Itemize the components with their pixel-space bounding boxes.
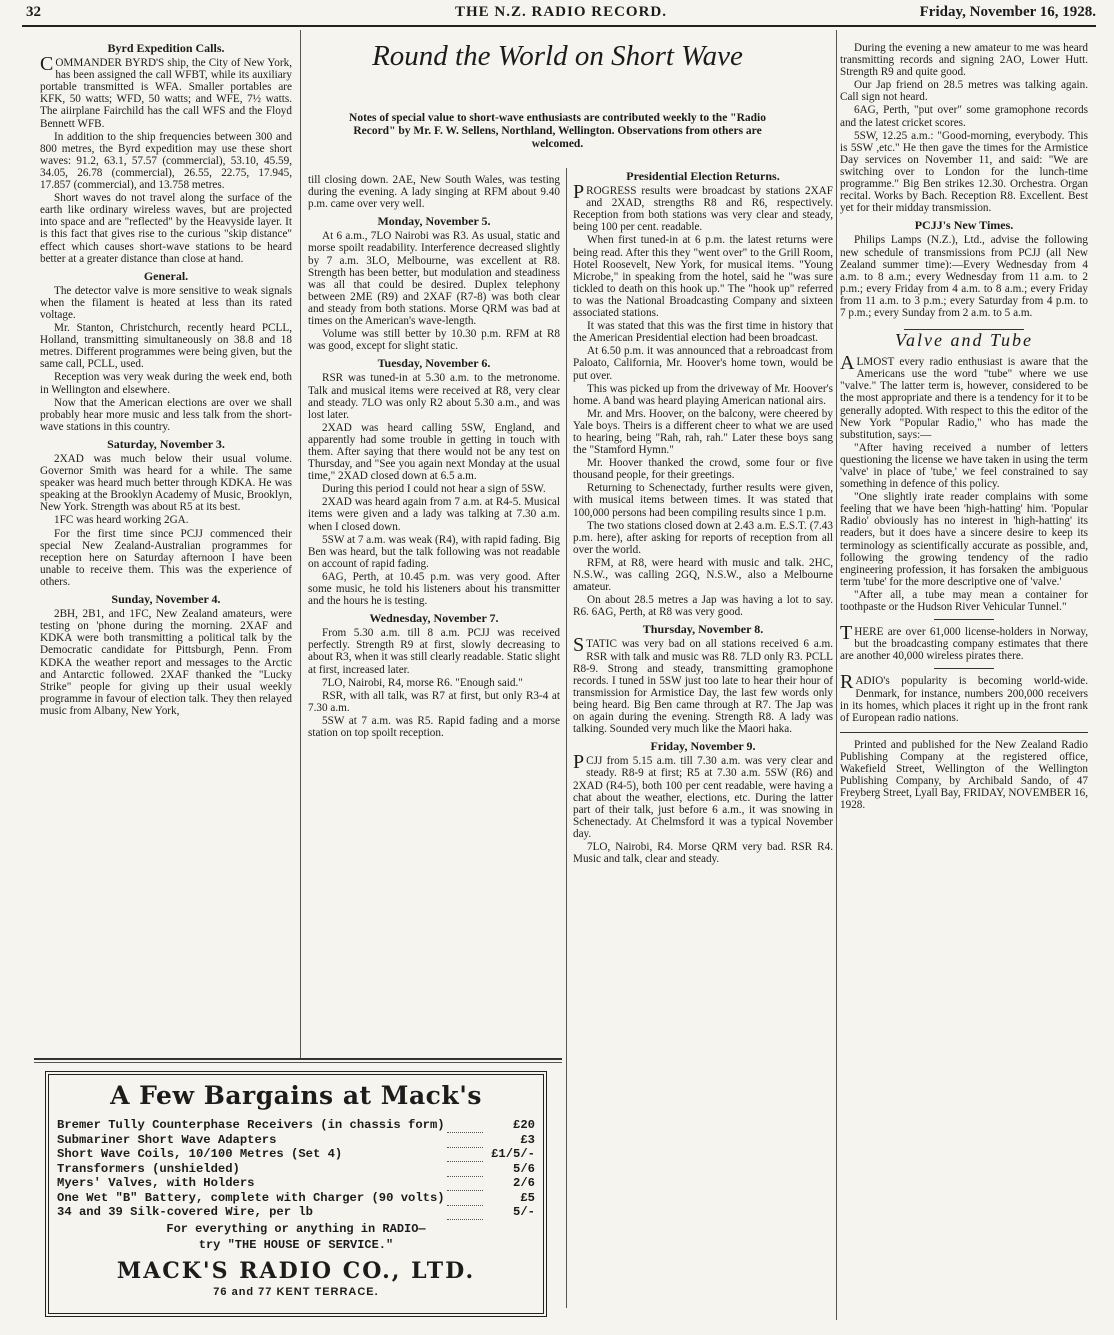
tuesday-paragraph-2: 2XAD was heard calling 5SW, England, and apparently had some trouble in getting in touch with them. After saying that there would not be any test on Thursday, and "See you again next Monday at the usual time," 2XAD closed down at 6.5 a.m. [308, 421, 560, 483]
col4-paragraph-4: 5SW, 12.25 a.m.: "Good-morning, everybody. This is 5SW ,etc." He then gave the times for the Armistice Day services on November 11, and said: "We are switching over to London for the lunch-time programme." Big Ben strikes 12.30. Orchestra. Organ recital. Works by Bach. Reception R8. Excellent. Best yet for their midday transmission. [840, 129, 1088, 215]
friday-paragraph-1 [573, 751, 833, 840]
denmark-text: ADIO's popularity is becoming world-wide. Denmark, for instance, numbers 200,000 receivers in its homes, which places it right up in the front rank of European radio nations. [840, 675, 1088, 724]
ad-address: 76 and 77 KENT TERRACE. [213, 1286, 379, 1298]
heading-valve-and-tube: Valve and Tube [895, 330, 1033, 351]
drop-cap: P [573, 181, 585, 204]
ad-item [55, 1118, 537, 1133]
general-paragraph-1: The detector valve is more sensitive to weak signals when the filament is heated at less than its rated voltage. [40, 284, 292, 321]
ad-item [55, 1147, 537, 1162]
heading-friday: Friday, November 9. [650, 739, 756, 754]
heading-thursday: Thursday, November 8. [642, 622, 764, 637]
ad-item-name: Transformers (unshielded) [57, 1161, 240, 1176]
masthead-rule [22, 25, 1096, 27]
ad-item-price: £1/5/- [491, 1147, 535, 1161]
ad-price-list [55, 1118, 537, 1220]
heading-general: General. [143, 268, 189, 283]
issue-date: Friday, November 16, 1928. [919, 4, 1096, 20]
presidential-paragraph-7: Mr. Hoover thanked the crowd, some four or five thousand people, for their greetings. [573, 457, 833, 482]
ad-item-name: 34 and 39 Silk-covered Wire, per lb [57, 1205, 313, 1219]
ad-heading: A Few Bargains at Mack's [110, 1081, 482, 1110]
imprint: Printed and published for the New Zealand Radio Publishing Company at the registered office, Wakefield Street, Wellington of the Wellington Publishing Company, by Archibald Sando, of 47 Freyberg Street, Lyall Bay, FRIDAY, NOVEMBER 16, 1928. [840, 738, 1088, 812]
heading-byrd: Byrd Expedition Calls. [107, 42, 225, 55]
byrd-paragraph-2: In addition to the ship frequencies between 300 and 800 metres, the Byrd expedition may use these short waves: 91.2, 63.1, 57.57 (commercial), 53.10, 45.59, 34.05, 26.78 (commercial), 26.55, 22.75, 17.945, 17.857 (commercial), and 13.758 metres. [40, 130, 292, 192]
column-2 [308, 174, 560, 1054]
column-rule-1 [300, 30, 301, 1060]
friday-paragraph-2: 7LO, Nairobi, R4. Morse QRM very bad. RSR R4. Music and talk, clear and steady. [573, 840, 833, 866]
sunday-paragraph-1: 2BH, 2B1, and 1FC, New Zealand amateurs, were testing on 'phone during the morning. 2XAF and KDKA were both transmitting a political talk by the Democratic candidate for Pittsburgh, Penn. From KDKA the weather report and messages to the Arctic and Antarctic followed. 2XAF thanked the "Lucky Strike" people for giving up their usual weekly programme in favour of election talk. They then relayed music from Albany, New York, [40, 608, 292, 717]
general-paragraph-4: Now that the American elections are over we shall probably hear more music and less talk from the short-wave stations in this country. [40, 396, 292, 433]
presidential-paragraph-5: This was picked up from the driveway of Mr. Hoover's home. A band was heard playing American national airs. [573, 382, 833, 407]
tuesday-paragraph-3: During this period I could not hear a sign of 5SW. [322, 483, 546, 496]
ad-item-name: Bremer Tully Counterphase Receivers (in chassis form) [57, 1118, 445, 1132]
wednesday-paragraph-2: 7LO, Nairobi, R4, morse R6. "Enough said." [322, 676, 523, 689]
ad-company-name: MACK'S RADIO CO., LTD. [116, 1258, 476, 1284]
saturday-paragraph-2: 1FC was heard working 2GA. [54, 514, 189, 527]
section-rule [934, 668, 994, 669]
denmark-paragraph [840, 671, 1088, 724]
heading-wednesday: Wednesday, November 7. [369, 611, 499, 626]
byrd-paragraph-3: Short waves do not travel along the surface of the earth like ordinary wireless waves, but are projected into space and are "reflected" by the Heavyside layer. It is this fact that gives rise to the curious "skip distance" effect which causes short-wave stations to be heard better at a greater distance than close at hand. [40, 192, 292, 265]
presidential-paragraph-10: RFM, at R8, were heard with music and talk. 2HC, N.S.W., was calling 2GQ, N.S.W., also a Melbourne amateur. [573, 556, 833, 594]
presidential-paragraph-6: Mr. and Mrs. Hoover, on the balcony, were cheered by Yale boys. Theirs is a different cheer to what we are used to hearing, being "Rah, rah, rah." Later these boys sang the "Stamford Hymn." [573, 407, 833, 457]
column-1 [40, 42, 292, 1052]
col4-paragraph-1: During the evening a new amateur to me was heard transmitting records and signing 2AO, Lower Hutt. Strength R9 and quite good. [840, 42, 1088, 79]
ad-tagline-1: For everything or anything in RADIO— [166, 1222, 426, 1236]
valve-paragraph-4: "After all, a tube may mean a container for toothpaste or the Hudson River Vehicular Tunnel." [840, 588, 1088, 614]
ad-item-price: 2/6 [513, 1176, 535, 1190]
masthead [26, 4, 1096, 26]
ad-item-price: 5/6 [513, 1161, 535, 1176]
ad-tagline-2: try "THE HOUSE OF SERVICE." [198, 1238, 394, 1252]
tuesday-paragraph-6: 6AG, Perth, at 10.45 p.m. was very good. After some music, he told his listeners about his transmitter and the hours he is testing. [308, 570, 560, 608]
valve-paragraph-3: "One slightly irate reader complains with some feeling that we have been 'high-hatting' him. 'Popular Radio' obviously has no interest in 'high-hatting' its readers, but it does have a sincere desire to keep its terminology as scientifically accurate as possible, and, following the growing tendency of the radio engineering profession, it has forsaken the ambiguous term 'tube' for the more descriptive one of 'valve.' [840, 491, 1088, 588]
saturday-paragraph-1: 2XAD was much below their usual volume. Governor Smith was heard for a while. The same speaker was heard much better through KDKA. He was speaking at the Brooklyn Academy of Music, Brooklyn, New York. Strength was about R5 at its best. [40, 453, 292, 514]
ad-item-price: £5 [520, 1190, 535, 1205]
presidential-paragraph-1 [573, 181, 833, 234]
section-rule [934, 619, 994, 620]
valve-text-1: LMOST every radio enthusiast is aware that the Americans use the word "tube" where we use "valve." The latter term is, however, considered to be the most appropriate and there is a tendency for it to be generally adopted. With respect to this the editor of the New York "Popular Radio," who has made the substitution, says:— [840, 356, 1088, 441]
presidential-paragraph-8: Returning to Schenectady, further results were given, with musical items between times. It was stated that 100,000 persons had been compiling results since 1 p.m. [573, 482, 833, 519]
page-number: 32 [26, 4, 41, 20]
column-4 [840, 42, 1088, 1327]
ad-item [55, 1162, 537, 1177]
tuesday-paragraph-1: RSR was tuned-in at 5.30 a.m. to the metronome. Talk and musical items were received at R8, very clear and steady. 7LO was only R2 about 5.30 a.m., and was lost later. [308, 372, 560, 421]
byrd-text-1: OMMANDER BYRD'S ship, the City of New York, has been assigned the call WFBT, while its auxiliary portable transmitted is WFA. Smaller portables are KFK, 50 watts; WFD, 50 watts; and WFE, 7½ watts. The aiirplane Fairchild has the call WFS and the Floyd Bennett WFB. [40, 57, 292, 130]
heading-tuesday: Tuesday, November 6. [377, 356, 491, 371]
general-paragraph-3: Reception was very weak during the week end, both in Wellington and elsewhere. [40, 371, 292, 396]
presidential-text-1: ROGRESS results were broadcast by stations 2XAF and 2XAD, strengths R8 and R6, respectively. Reception from both stations was very clear and steady, being 100 per cent. readable. [573, 185, 833, 234]
presidential-paragraph-3: It was stated that this was the first time in history that the American Presidential election had been broadcast. [573, 320, 833, 345]
thursday-text-1: TATIC was very bad on all stations received 6 a.m. RSR with talk and music was R8. 7LD only R3. PCLL R8-9. Strong and steady, transmitting gramophone records. I tuned in 5SW just too late to hear their hour of transmission for Armistice Day, the last few words only being heard. Big Ben came through at R7. The Jap was on again during the evening. Strength R8. A lady was talking. Sounded very much like the Maori haka. [573, 638, 833, 736]
presidential-paragraph-9: The two stations closed down at 2.43 a.m. E.S.T. (7.43 p.m. here), after asking for reports of reception from all over the world. [573, 519, 833, 556]
heading-pcjj: PCJJ's New Times. [914, 218, 1014, 233]
drop-cap: S [573, 634, 585, 657]
byrd-paragraph-1 [40, 53, 292, 130]
drop-cap: A [840, 352, 855, 375]
heading-presidential: Presidential Election Returns. [626, 170, 780, 183]
wednesday-paragraph-3: RSR, with all talk, was R7 at first, but only R3-4 at 7.30 a.m. [308, 689, 560, 714]
heading-saturday: Saturday, November 3. [107, 436, 225, 451]
ad-item [55, 1205, 537, 1220]
drop-cap: T [840, 622, 853, 645]
norway-text: HERE are over 61,000 license-holders in Norway, but the broadcasting company estimates that there are another 40,000 wireless pirates there. [840, 626, 1088, 663]
ad-rule-top [34, 1058, 562, 1060]
valve-paragraph-2: "After having received a number of letters questioning the license we have taken in using the term 'valve' in place of 'tube,' we feel constrained to say something in defence of this policy. [840, 441, 1088, 491]
article-headline: Round the World on Short Wave [372, 40, 743, 72]
col4-paragraph-2: Our Jap friend on 28.5 metres was talking again. Call sign not heard. [840, 79, 1088, 104]
presidential-paragraph-2: When first tuned-in at 6 p.m. the latest returns were being read. After this they "went over" to the Grill Room, Hotel Roosevelt, New York, for musical items. "Young Microbe," in speaking from the hotel, said he "was sure tickled to death on this hook up." The "hook up" referred to was the National Broadcasting Company and sixteen associated stations. [573, 234, 833, 320]
paper-title: THE N.Z. RADIO RECORD. [454, 4, 668, 20]
ad-item [55, 1176, 537, 1191]
col4-paragraph-3: 6AG, Perth, "put over" some gramophone records and the latest cricket scores. [840, 104, 1088, 129]
imprint-rule [840, 732, 1088, 733]
ad-item-name: One Wet "B" Battery, complete with Charger (90 volts) [57, 1190, 445, 1205]
pcjj-paragraph: Philips Lamps (N.Z.), Ltd., advise the following new schedule of transmissions from PCJJ (all New Zealand summer time):—Every Wednesday from 4 a.m. to 8 a.m.; every Wednesday from 11 a.m. to 2 p.m.; every Friday from 4 a.m. to 8 a.m.; every Friday from 11 a.m. to 3 p.m.; every Saturday from 4 p.m. to 7 p.m.; every Sunday from 2 a.m. to 5 a.m. [840, 234, 1088, 319]
macks-advertisement [48, 1074, 544, 1314]
norway-paragraph [840, 622, 1088, 663]
ad-item-price: £3 [520, 1132, 535, 1147]
col2-paragraph-0: till closing down. 2AE, New South Wales, was testing during the evening. A lady singing at RFM about 9.40 p.m. came over very well. [308, 174, 560, 211]
tuesday-paragraph-5: 5SW at 7 a.m. was weak (R4), with rapid fading. Big Ben was heard, but the talk following was not readable on account of rapid fading. [308, 533, 560, 570]
valve-paragraph-1 [840, 352, 1088, 441]
article-intro: Notes of special value to short-wave enthusiasts are contributed weekly to the "Radio Record" by Mr. F. W. Sellens, Northland, Wellington. Observations from others are welcomed. [349, 112, 766, 150]
drop-cap: P [573, 751, 585, 774]
heading-sunday: Sunday, November 4. [111, 592, 221, 607]
ad-item-price: £20 [513, 1118, 535, 1132]
drop-cap: C [40, 53, 54, 76]
column-3 [573, 170, 833, 1315]
column-rule-2 [566, 168, 567, 1308]
general-paragraph-2: Mr. Stanton, Christchurch, recently heard PCLL, Holland, transmitting simultaneously on 38.8 and 18 metres. Different programmes were being given, but the same call, PCLL, used. [40, 322, 292, 371]
presidential-paragraph-4: At 6.50 p.m. it was announced that a rebroadcast from Paloato, California, Mr. Hoover's home town, would be put over. [573, 345, 833, 382]
heading-monday: Monday, November 5. [377, 214, 491, 229]
column-rule-3 [836, 30, 837, 1320]
monday-paragraph-2: Volume was still better by 10.30 p.m. RFM at R8 was good, except for slight static. [308, 328, 560, 353]
wednesday-paragraph-1: From 5.30 a.m. till 8 a.m. PCJJ was received perfectly. Strength R9 at first, slowly decreasing to about R3, when it was still clearly readable. Static slight at first, increased later. [308, 627, 560, 676]
ad-item-price: 5/- [513, 1205, 535, 1219]
ad-item-name: Short Wave Coils, 10/100 Metres (Set 4) [57, 1147, 343, 1161]
wednesday-paragraph-4: 5SW at 7 a.m. was R5. Rapid fading and a morse station on top spoilt reception. [308, 714, 560, 740]
ad-item [55, 1133, 537, 1148]
ad-rule-top-thin [34, 1062, 562, 1063]
thursday-paragraph-1 [573, 634, 833, 736]
ad-item-name: Myers' Valves, with Holders [57, 1176, 255, 1190]
drop-cap: R [840, 671, 854, 694]
monday-paragraph-1: At 6 a.m., 7LO Nairobi was R3. As usual, static and morse spoilt readability. Interference decreased slightly by 7 a.m. 3LO, Melbourne, was excellent at R8. Strength has been better, but modulation and steadiness was all that could be desired. Duplex telephony between 2ME (R9) and 2XAF (R7-8) was both clear and steady from both stations. Morse QRM was bad at times on the American's wave-length. [308, 230, 560, 328]
saturday-paragraph-3: For the first time since PCJJ commenced their special New Zealand-Australian programmes for reception here on Saturday afternoon I have been unable to receive them. This was the experience of others. [40, 527, 292, 588]
ad-item-name: Submariner Short Wave Adapters [57, 1132, 277, 1147]
presidential-paragraph-11: On about 28.5 metres a Jap was having a lot to say. R6. 6AG, Perth, at R8 was very good. [573, 594, 833, 619]
friday-text-1: CJJ from 5.15 a.m. till 7.30 a.m. was very clear and steady. R8-9 at first; R5 at 7.30 a.m. 5SW (R6) and 2XAD (R4-5), both 100 per cent readable, were having a chat about the weather, elections, etc. During the latter part of their talk, just before 6 a.m., it was snowing in Schenectady. At Chelmsford it was a typical November day. [573, 755, 833, 840]
ad-item [55, 1191, 537, 1206]
tuesday-paragraph-4: 2XAD was heard again from 7 a.m. at R4-5. Musical items were given and a lady was talking at 7.30 a.m. when I closed down. [308, 496, 560, 533]
